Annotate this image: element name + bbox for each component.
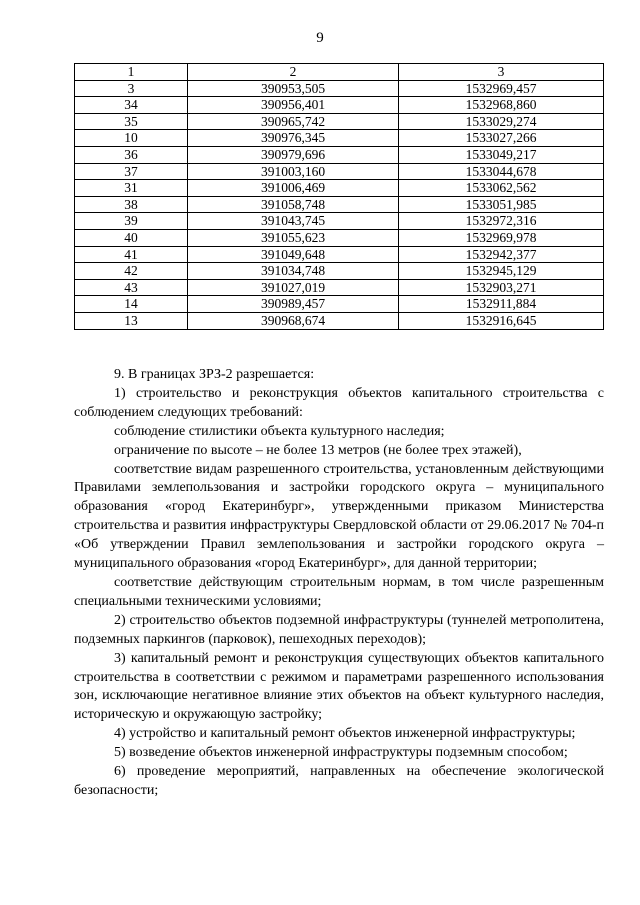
table-cell: 391006,469	[188, 180, 399, 197]
table-cell: 3	[75, 80, 188, 97]
table-row	[75, 296, 604, 313]
table-cell: 390956,401	[188, 97, 399, 114]
table-cell: 10	[75, 130, 188, 147]
table-cell: 37	[75, 163, 188, 180]
table-row	[75, 213, 604, 230]
paragraph: 5) возведение объектов инженерной инфраструктуры подземным способом;	[114, 745, 568, 761]
paragraph: 4) устройство и капитальный ремонт объектов инженерной инфраструктуры;	[114, 726, 576, 742]
table-row	[75, 163, 604, 180]
table-cell: 42	[75, 263, 188, 280]
table-cell: 36	[75, 146, 188, 163]
table-cell: 391003,160	[188, 163, 399, 180]
table-cell: 35	[75, 113, 188, 130]
table-cell: 14	[75, 296, 188, 313]
paragraph: 9. В границах ЗРЗ-2 разрешается:	[114, 367, 315, 382]
table-cell: 1533044,678	[399, 163, 604, 180]
table-cell: 40	[75, 229, 188, 246]
table-cell: 13	[75, 312, 188, 329]
table-cell: 31	[75, 180, 188, 197]
table-cell: 390979,696	[188, 146, 399, 163]
paragraph: соответствие действующим строительным нормам, в том числе разрешенным специальными техническими условиями;	[74, 574, 604, 609]
table-header-row	[75, 64, 604, 81]
table-cell: 1532945,129	[399, 263, 604, 280]
table-cell: 390953,505	[188, 80, 399, 97]
table-cell: 390968,674	[188, 312, 399, 329]
table-row	[75, 263, 604, 280]
table-cell: 34	[75, 97, 188, 114]
table-cell: 1533027,266	[399, 130, 604, 147]
paragraph: ограничение по высоте – не более 13 метров (не более трех этажей),	[114, 442, 522, 458]
table-row	[75, 312, 604, 329]
table-cell: 390976,345	[188, 130, 399, 147]
paragraph: 3) капитальный ремонт и реконструкция существующих объектов капитального строительства в соответствии с режимом и параметрами разрешенного использования зон, исключающие негативное влияние этих объектов на объект культурного наследия, историческую и окружающую застройку;	[74, 650, 604, 723]
table-cell: 39	[75, 213, 188, 230]
table-row	[75, 229, 604, 246]
table-cell: 390989,457	[188, 296, 399, 313]
document-text	[74, 366, 604, 801]
table-cell: 1532903,271	[399, 279, 604, 296]
table-cell: 41	[75, 246, 188, 263]
paragraph: соответствие видам разрешенного строительства, установленным действующими Правилами землепользования и застройки городского округа – муниципального образования «город Екатеринбург», утвержденными приказом Министерства строительства и развития инфраструктуры Свердловской области от 29.06.2017 № 704-п «Об утверждении Правил землепользования и застройки городского округа – муниципального образования «город Екатеринбург», для данной территории;	[74, 461, 604, 572]
table-row	[75, 196, 604, 213]
table-cell: 390965,742	[188, 113, 399, 130]
table-cell: 1533051,985	[399, 196, 604, 213]
table-row	[75, 113, 604, 130]
table-cell: 1532911,884	[399, 296, 604, 313]
table-row	[75, 130, 604, 147]
paragraph: 2) строительство объектов подземной инфраструктуры (туннелей метрополитена, подземных паркингов (парковок), пешеходных переходов);	[74, 612, 604, 647]
coordinates-table	[74, 63, 604, 330]
table-cell: 43	[75, 279, 188, 296]
table-cell: 391027,019	[188, 279, 399, 296]
table-cell: 391034,748	[188, 263, 399, 280]
table-row	[75, 279, 604, 296]
table-cell: 391058,748	[188, 196, 399, 213]
page-number: 9	[316, 30, 324, 46]
paragraph: соблюдение стилистики объекта культурного наследия;	[114, 423, 445, 439]
table-cell: 391049,648	[188, 246, 399, 263]
table-row	[75, 180, 604, 197]
table-cell: 391055,623	[188, 229, 399, 246]
table-row	[75, 80, 604, 97]
table-cell: 1532969,978	[399, 229, 604, 246]
paragraph: 1) строительство и реконструкция объектов капитального строительства с соблюдением следующих требований:	[74, 385, 604, 420]
table-cell: 1533049,217	[399, 146, 604, 163]
table-cell: 38	[75, 196, 188, 213]
table-cell: 2	[188, 64, 399, 81]
table-cell: 1532972,316	[399, 213, 604, 230]
table-row	[75, 146, 604, 163]
table-row	[75, 246, 604, 263]
table-cell: 1532916,645	[399, 312, 604, 329]
table-cell: 1533062,562	[399, 180, 604, 197]
table-cell: 1533029,274	[399, 113, 604, 130]
table-cell: 3	[399, 64, 604, 81]
table-cell: 1	[75, 64, 188, 81]
table-cell: 391043,745	[188, 213, 399, 230]
table-cell: 1532969,457	[399, 80, 604, 97]
table-cell: 1532968,860	[399, 97, 604, 114]
table-cell: 1532942,377	[399, 246, 604, 263]
table-row	[75, 97, 604, 114]
paragraph: 6) проведение мероприятий, направленных на обеспечение экологической безопасности;	[74, 764, 604, 798]
